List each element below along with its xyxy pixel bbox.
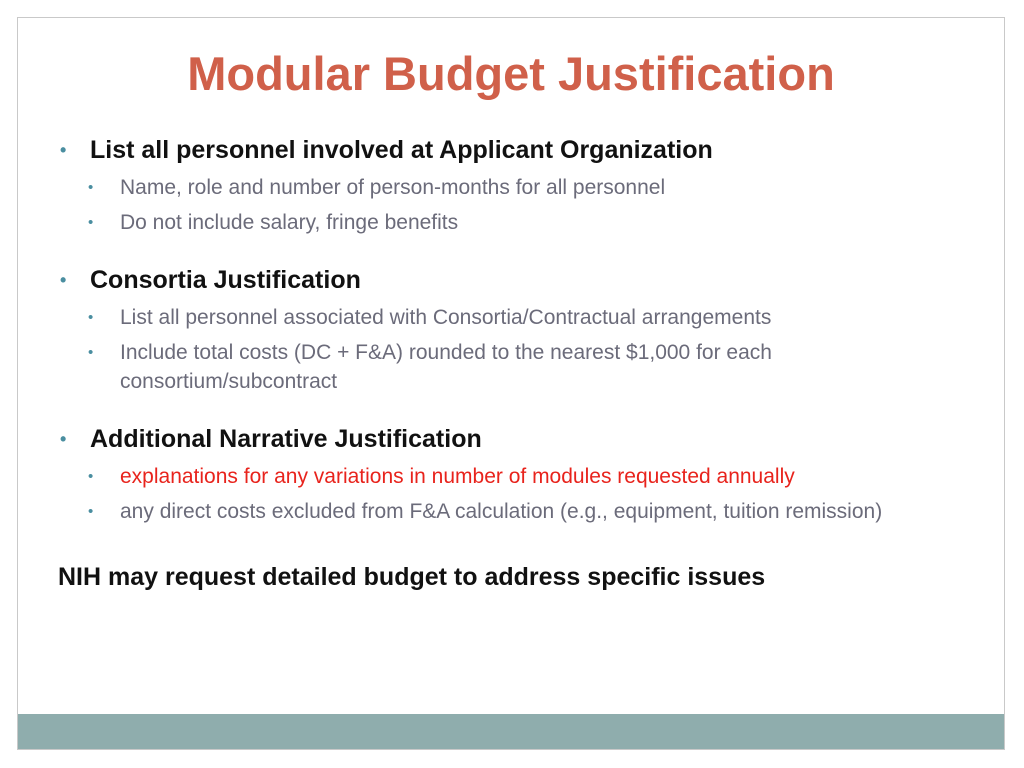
bullet-dot-icon: • [88,468,94,485]
sub-bullet-text: Name, role and number of person-months for all personnel [120,176,666,199]
bullet-dot-icon: • [60,270,67,290]
bullet-heading [58,422,978,456]
heading-text: List all personnel involved at Applicant Organization [90,136,713,164]
footer-band [18,714,1004,749]
sub-bullet [88,173,978,202]
bullet-heading [58,263,978,297]
bullet-dot-icon: • [88,214,94,231]
sub-bullet [88,208,978,237]
sub-bullet [88,303,978,332]
section-narrative [58,422,978,526]
sub-bullet-text-highlight: explanations for any variations in number of modules requested annually [120,465,795,488]
bullet-dot-icon: • [60,429,67,449]
sub-bullet-text: List all personnel associated with Consortia/Contractual arrangements [120,306,772,329]
bullet-dot-icon: • [88,179,94,196]
bullet-heading [58,133,978,167]
sub-list [88,173,978,237]
sub-bullet-text: Include total costs (DC + F&A) rounded to the nearest $1,000 for each consortium/subcontract [120,341,772,393]
sub-bullet [88,338,978,396]
closing-statement: NIH may request detailed budget to address specific issues [58,563,766,591]
section-personnel [58,133,978,237]
sub-bullet [88,462,978,491]
heading-text: Additional Narrative Justification [90,425,482,453]
bullet-dot-icon: • [88,503,94,520]
bullet-dot-icon: • [60,140,67,160]
slide [17,17,1005,750]
sub-bullet [88,497,978,526]
section-consortia [58,263,978,396]
bullet-dot-icon: • [88,344,94,361]
sub-bullet-text: any direct costs excluded from F&A calculation (e.g., equipment, tuition remission) [120,500,883,523]
bullet-dot-icon: • [88,309,94,326]
heading-text: Consortia Justification [90,266,361,294]
slide-title: Modular Budget Justification [187,47,835,100]
sub-list [88,462,978,526]
sub-list [88,303,978,396]
slide-content [58,133,978,594]
sub-bullet-text: Do not include salary, fringe benefits [120,211,459,234]
